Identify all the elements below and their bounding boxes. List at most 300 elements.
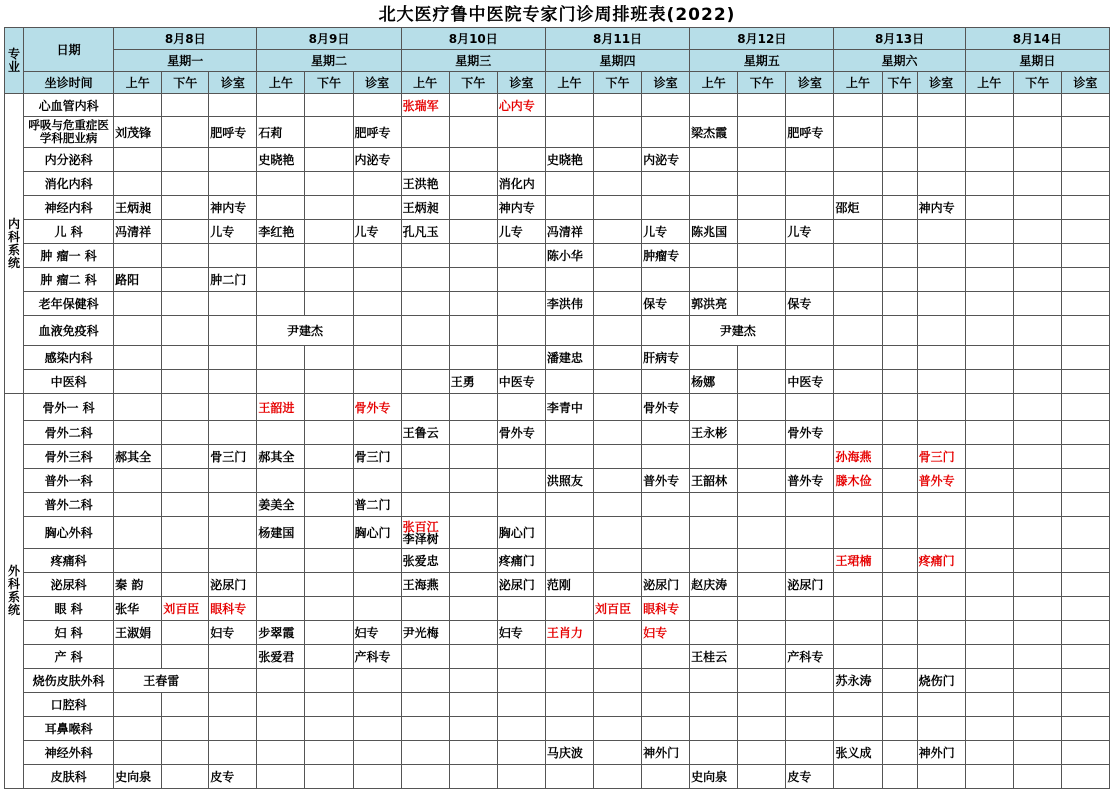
doctor-cell [738, 346, 786, 370]
doctor-cell: 王肖力 [545, 621, 593, 645]
room-cell [353, 597, 401, 621]
doctor-cell [449, 717, 497, 741]
doctor-cell [114, 172, 162, 196]
room-cell: 神内专 [209, 196, 257, 220]
room-cell [642, 196, 690, 220]
room-cell: 产科专 [353, 645, 401, 669]
room-cell: 骨外专 [497, 421, 545, 445]
doctor-cell [738, 645, 786, 669]
doctor-cell: 史晓艳 [545, 148, 593, 172]
doctor-cell [965, 693, 1013, 717]
room-cell [209, 741, 257, 765]
room-cell [497, 493, 545, 517]
room-cell [209, 94, 257, 117]
doctor-cell [965, 493, 1013, 517]
room-cell [917, 172, 965, 196]
doctor-cell [834, 394, 882, 421]
department-name: 感染内科 [24, 346, 114, 370]
slot-label: 上午 [545, 72, 593, 94]
doctor-cell [593, 292, 641, 316]
doctor-cell [449, 621, 497, 645]
doctor-cell: 刘茂锋 [114, 117, 162, 148]
room-cell [786, 94, 834, 117]
doctor-cell [882, 573, 917, 597]
room-cell: 泌尿门 [209, 573, 257, 597]
doctor-cell [305, 220, 353, 244]
room-cell [917, 370, 965, 394]
doctor-cell [1013, 645, 1061, 669]
doctor-cell [1013, 573, 1061, 597]
doctor-cell [738, 421, 786, 445]
table-row [5, 316, 1110, 346]
room-cell [642, 693, 690, 717]
doctor-cell: 王海燕 [401, 573, 449, 597]
room-cell [917, 394, 965, 421]
room-cell [497, 346, 545, 370]
doctor-cell [1013, 493, 1061, 517]
doctor-cell [965, 741, 1013, 765]
department-name: 肿 瘤二 科 [24, 268, 114, 292]
doctor-cell [738, 148, 786, 172]
doctor-cell [882, 346, 917, 370]
doctor-cell: 尹光梅 [401, 621, 449, 645]
slot-label: 诊室 [209, 72, 257, 94]
doctor-cell [965, 148, 1013, 172]
day-date: 8月12日 [690, 28, 834, 50]
doctor-cell [738, 445, 786, 469]
doctor-cell [1013, 693, 1061, 717]
doctor-cell [162, 346, 209, 370]
room-cell: 肥呼专 [209, 117, 257, 148]
doctor-cell [738, 549, 786, 573]
doctor-cell [834, 172, 882, 196]
room-cell [1061, 493, 1109, 517]
doctor-cell [1013, 621, 1061, 645]
doctor-cell [545, 268, 593, 292]
table-row [5, 517, 1110, 549]
table-row [5, 765, 1110, 789]
doctor-cell [690, 244, 738, 268]
doctor-cell [738, 669, 786, 693]
room-cell: 神外门 [917, 741, 965, 765]
department-name: 神经外科 [24, 741, 114, 765]
doctor-cell [257, 693, 305, 717]
doctor-cell [834, 370, 882, 394]
room-cell: 普外专 [642, 469, 690, 493]
doctor-cell [1013, 346, 1061, 370]
table-row [5, 597, 1110, 621]
doctor-cell [449, 597, 497, 621]
room-cell [1061, 669, 1109, 693]
room-cell [786, 445, 834, 469]
table-row [5, 268, 1110, 292]
room-cell [917, 717, 965, 741]
doctor-cell [1013, 117, 1061, 148]
doctor-cell: 王桂云 [690, 645, 738, 669]
room-cell [1061, 148, 1109, 172]
doctor-cell [882, 421, 917, 445]
room-cell: 儿专 [642, 220, 690, 244]
doctor-cell [965, 517, 1013, 549]
doctor-cell [965, 717, 1013, 741]
doctor-cell: 史晓艳 [257, 148, 305, 172]
doctor-cell [690, 172, 738, 196]
doctor-cell [257, 172, 305, 196]
doctor-cell [114, 244, 162, 268]
doctor-cell [738, 394, 786, 421]
table-row [5, 741, 1110, 765]
doctor-cell [738, 196, 786, 220]
room-cell [642, 669, 690, 693]
slot-label: 上午 [401, 72, 449, 94]
doctor-cell [449, 268, 497, 292]
room-cell [353, 244, 401, 268]
room-cell [209, 172, 257, 196]
room-cell [353, 549, 401, 573]
doctor-cell [690, 693, 738, 717]
doctor-cell: 孔凡玉 [401, 220, 449, 244]
doctor-cell [882, 292, 917, 316]
slot-label: 上午 [257, 72, 305, 94]
room-cell [917, 316, 965, 346]
room-cell: 泌尿门 [786, 573, 834, 597]
doctor-cell [401, 117, 449, 148]
doctor-cell [690, 268, 738, 292]
room-cell: 内泌专 [642, 148, 690, 172]
doctor-cell [449, 493, 497, 517]
room-cell [353, 693, 401, 717]
room-cell: 神内专 [497, 196, 545, 220]
doctor-cell [834, 765, 882, 789]
room-cell [642, 316, 690, 346]
doctor-cell [257, 717, 305, 741]
doctor-cell [834, 292, 882, 316]
doctor-cell [593, 573, 641, 597]
table-row [5, 394, 1110, 421]
day-date: 8月11日 [545, 28, 689, 50]
department-name: 妇 科 [24, 621, 114, 645]
doctor-cell [401, 292, 449, 316]
doctor-cell [965, 421, 1013, 445]
doctor-cell [305, 421, 353, 445]
room-cell: 儿专 [353, 220, 401, 244]
doctor-cell [738, 493, 786, 517]
room-cell [497, 717, 545, 741]
room-cell: 妇专 [209, 621, 257, 645]
doctor-cell [965, 765, 1013, 789]
doctor-cell [593, 445, 641, 469]
doctor-cell [162, 370, 209, 394]
doctor-cell [882, 693, 917, 717]
slot-label: 下午 [305, 72, 353, 94]
day-date: 8月14日 [965, 28, 1109, 50]
room-cell: 儿专 [497, 220, 545, 244]
doctor-cell [834, 117, 882, 148]
room-cell: 肝病专 [642, 346, 690, 370]
doctor-cell [257, 573, 305, 597]
doctor-cell: 郭洪亮 [690, 292, 738, 316]
doctor-cell [882, 669, 917, 693]
doctor-cell [114, 94, 162, 117]
doctor-cell [593, 669, 641, 693]
doctor-cell [162, 573, 209, 597]
slot-label: 上午 [965, 72, 1013, 94]
day-date: 8月9日 [257, 28, 401, 50]
doctor-cell [162, 621, 209, 645]
doctor-cell [690, 346, 738, 370]
room-cell [917, 573, 965, 597]
doctor-cell [305, 517, 353, 549]
doctor-cell: 石莉 [257, 117, 305, 148]
room-cell [1061, 117, 1109, 148]
doctor-cell: 王炳昶 [114, 196, 162, 220]
doctor-cell: 王勇 [449, 370, 497, 394]
doctor-cell [114, 148, 162, 172]
doctor-cell [305, 693, 353, 717]
doctor-cell: 秦 韵 [114, 573, 162, 597]
doctor-cell [401, 669, 449, 693]
doctor-cell [545, 645, 593, 669]
doctor-cell [162, 292, 209, 316]
room-cell [1061, 94, 1109, 117]
doctor-cell [593, 717, 641, 741]
doctor-cell [1013, 316, 1061, 346]
doctor-cell [738, 517, 786, 549]
doctor-cell [449, 244, 497, 268]
table-row [5, 549, 1110, 573]
room-cell: 眼科专 [642, 597, 690, 621]
doctor-cell: 史向泉 [690, 765, 738, 789]
doctor-cell [545, 717, 593, 741]
doctor-cell [593, 172, 641, 196]
room-cell [353, 741, 401, 765]
doctor-cell [305, 645, 353, 669]
department-name: 骨外三科 [24, 445, 114, 469]
room-cell [209, 370, 257, 394]
doctor-cell: 尹建杰 [690, 316, 786, 346]
day-date: 8月10日 [401, 28, 545, 50]
doctor-cell [401, 268, 449, 292]
doctor-cell [1013, 517, 1061, 549]
table-row [5, 117, 1110, 148]
doctor-cell: 陈兆国 [690, 220, 738, 244]
table-body [5, 94, 1110, 789]
room-cell [786, 346, 834, 370]
doctor-cell [593, 94, 641, 117]
doctor-cell [449, 669, 497, 693]
room-cell: 神内专 [917, 196, 965, 220]
doctor-cell [545, 693, 593, 717]
specialty-header: 专业 [5, 28, 24, 94]
room-cell [786, 394, 834, 421]
doctor-cell [257, 549, 305, 573]
doctor-cell [257, 597, 305, 621]
room-cell [642, 172, 690, 196]
doctor-cell [401, 717, 449, 741]
room-cell [209, 645, 257, 669]
room-cell [917, 244, 965, 268]
room-cell [353, 292, 401, 316]
doctor-cell [162, 196, 209, 220]
doctor-cell [965, 94, 1013, 117]
room-cell [1061, 316, 1109, 346]
doctor-cell [257, 346, 305, 370]
doctor-name: 李泽树 [402, 531, 439, 546]
doctor-cell: 路阳 [114, 268, 162, 292]
doctor-cell [738, 741, 786, 765]
doctor-cell [162, 94, 209, 117]
doctor-cell [162, 394, 209, 421]
room-cell [917, 493, 965, 517]
room-cell [209, 469, 257, 493]
room-cell: 烧伤门 [917, 669, 965, 693]
room-cell: 消化内 [497, 172, 545, 196]
room-cell [917, 268, 965, 292]
doctor-cell [257, 421, 305, 445]
doctor-cell: 王春雷 [114, 669, 209, 693]
room-cell [497, 394, 545, 421]
room-cell [353, 573, 401, 597]
doctor-cell [965, 549, 1013, 573]
day-weekday: 星期二 [257, 50, 401, 72]
doctor-cell [401, 445, 449, 469]
doctor-cell [545, 421, 593, 445]
doctor-cell [114, 493, 162, 517]
doctor-cell [965, 621, 1013, 645]
doctor-cell [114, 549, 162, 573]
doctor-cell [114, 693, 162, 717]
doctor-cell [882, 741, 917, 765]
doctor-cell [257, 94, 305, 117]
room-cell [497, 645, 545, 669]
day-weekday: 星期日 [965, 50, 1109, 72]
doctor-cell [834, 517, 882, 549]
room-cell [209, 244, 257, 268]
doctor-cell [545, 597, 593, 621]
room-cell [642, 445, 690, 469]
room-cell [917, 517, 965, 549]
room-cell [642, 268, 690, 292]
doctor-cell [449, 394, 497, 421]
room-cell [353, 717, 401, 741]
room-cell [353, 370, 401, 394]
doctor-cell [882, 196, 917, 220]
room-cell [917, 346, 965, 370]
room-cell [917, 94, 965, 117]
doctor-cell [1013, 469, 1061, 493]
doctor-cell [305, 244, 353, 268]
doctor-cell [305, 196, 353, 220]
doctor-cell [882, 394, 917, 421]
doctor-cell [738, 94, 786, 117]
doctor-cell [882, 370, 917, 394]
doctor-cell [593, 346, 641, 370]
day-weekday: 星期一 [114, 50, 257, 72]
doctor-cell: 史向泉 [114, 765, 162, 789]
room-cell [497, 693, 545, 717]
doctor-cell [593, 244, 641, 268]
doctor-cell [738, 693, 786, 717]
doctor-cell [593, 469, 641, 493]
doctor-cell [449, 693, 497, 717]
room-cell [642, 549, 690, 573]
room-cell [917, 220, 965, 244]
department-name: 疼痛科 [24, 549, 114, 573]
doctor-cell: 洪照友 [545, 469, 593, 493]
room-cell [786, 597, 834, 621]
doctor-cell [834, 693, 882, 717]
doctor-cell [257, 244, 305, 268]
room-cell: 普外专 [786, 469, 834, 493]
doctor-cell [401, 370, 449, 394]
doctor-cell [593, 268, 641, 292]
doctor-cell [162, 172, 209, 196]
doctor-cell [257, 469, 305, 493]
doctor-cell [449, 346, 497, 370]
room-cell [209, 292, 257, 316]
doctor-cell [1013, 765, 1061, 789]
doctor-cell [401, 316, 449, 346]
doctor-cell [1013, 268, 1061, 292]
room-cell [497, 268, 545, 292]
room-cell [642, 645, 690, 669]
table-row [5, 346, 1110, 370]
doctor-cell [114, 292, 162, 316]
doctor-cell [965, 346, 1013, 370]
room-cell: 泌尿门 [642, 573, 690, 597]
doctor-cell [882, 316, 917, 346]
doctor-cell [401, 741, 449, 765]
doctor-cell [593, 493, 641, 517]
room-cell [1061, 346, 1109, 370]
doctor-cell [882, 549, 917, 573]
room-cell [209, 346, 257, 370]
doctor-cell: 马庆波 [545, 741, 593, 765]
doctor-cell [882, 268, 917, 292]
room-cell: 皮专 [209, 765, 257, 789]
doctor-cell [593, 741, 641, 765]
room-cell [497, 445, 545, 469]
doctor-cell: 潘建忠 [545, 346, 593, 370]
department-name: 泌尿科 [24, 573, 114, 597]
doctor-cell [1013, 244, 1061, 268]
department-name: 呼吸与危重症医学科肥业病 [24, 117, 114, 148]
room-cell [1061, 693, 1109, 717]
slot-label: 上午 [834, 72, 882, 94]
doctor-cell [1013, 172, 1061, 196]
table-row [5, 220, 1110, 244]
doctor-cell: 张爱忠 [401, 549, 449, 573]
doctor-cell [690, 597, 738, 621]
slot-label: 诊室 [642, 72, 690, 94]
slot-label: 诊室 [786, 72, 834, 94]
slot-label: 上午 [690, 72, 738, 94]
department-name: 胸心外科 [24, 517, 114, 549]
doctor-cell: 王淑娟 [114, 621, 162, 645]
doctor-cell [449, 94, 497, 117]
doctor-cell [834, 346, 882, 370]
room-cell: 骨外专 [786, 421, 834, 445]
room-cell [1061, 469, 1109, 493]
doctor-cell [401, 693, 449, 717]
doctor-cell [1013, 148, 1061, 172]
doctor-cell [114, 421, 162, 445]
room-cell [642, 765, 690, 789]
table-row [5, 669, 1110, 693]
doctor-cell [545, 370, 593, 394]
doctor-cell [593, 316, 641, 346]
room-cell [1061, 549, 1109, 573]
